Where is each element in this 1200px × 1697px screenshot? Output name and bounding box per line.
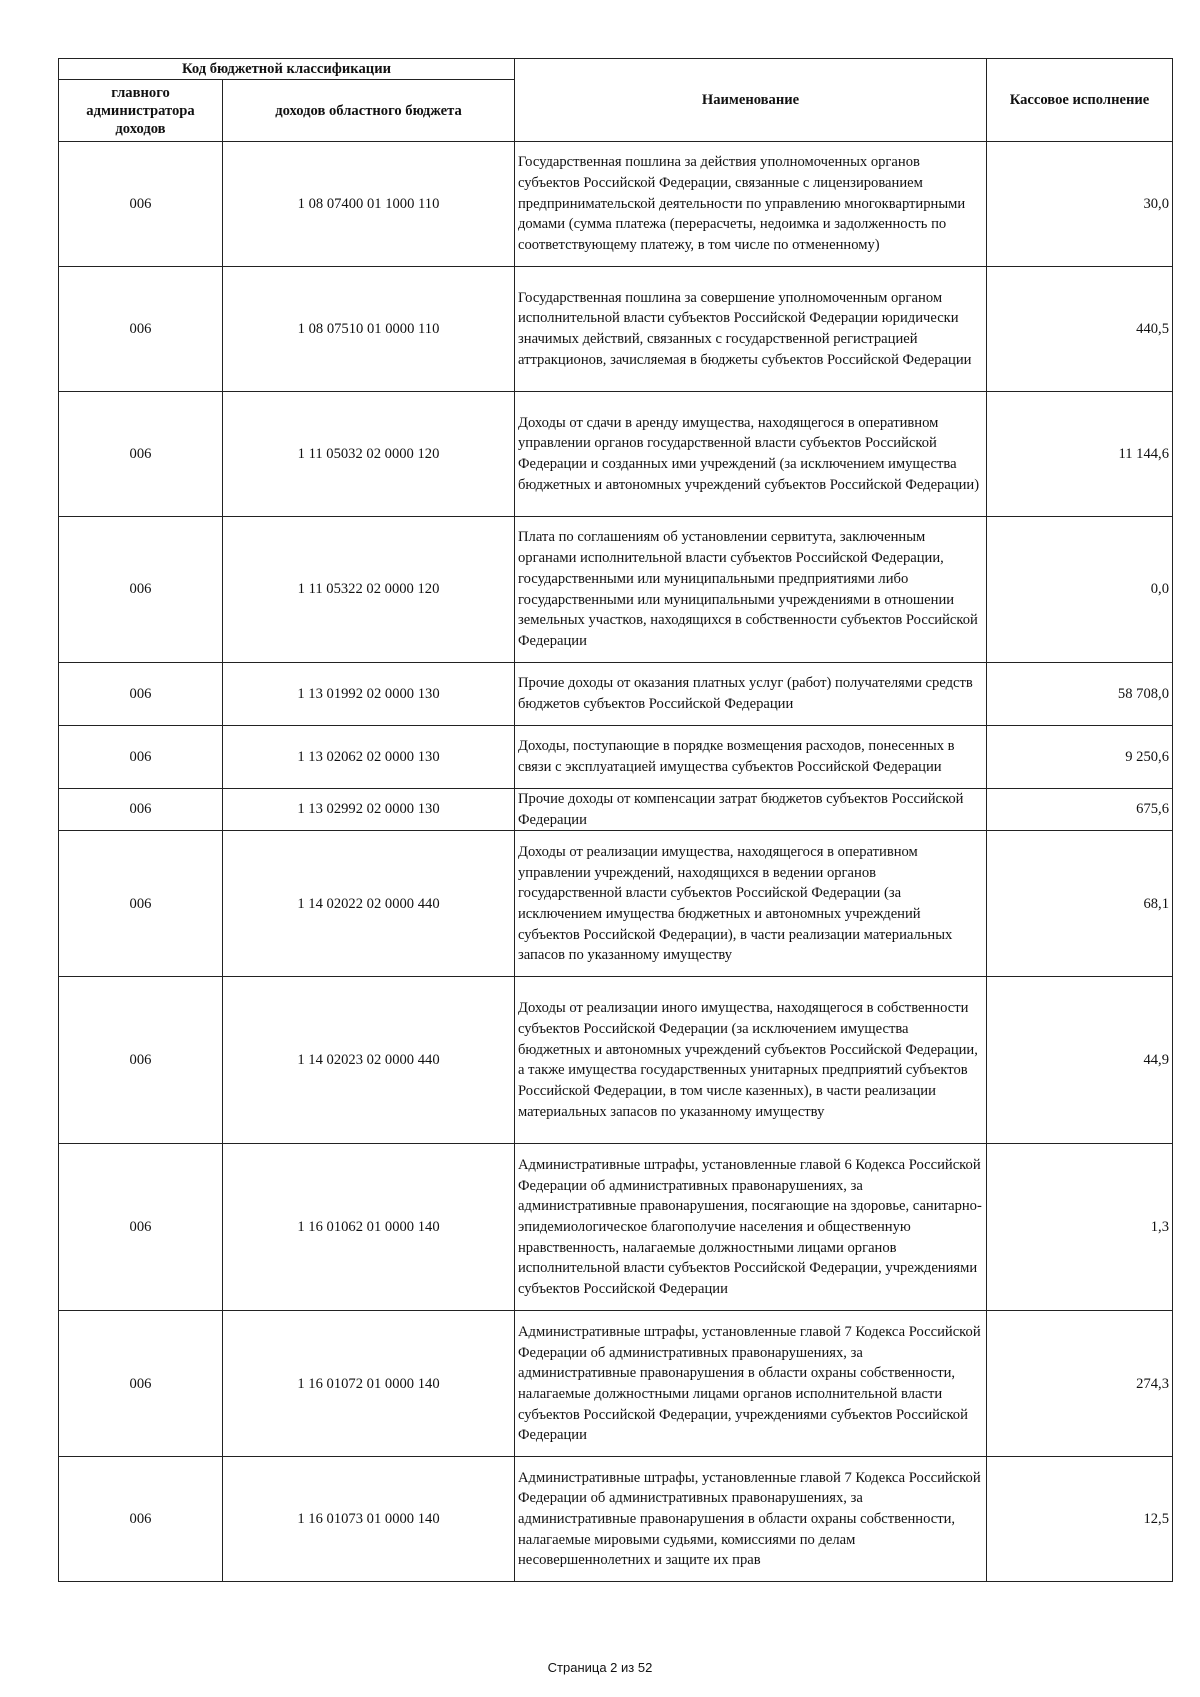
table-row	[59, 789, 1173, 831]
budget-code-cell: 1 08 07400 01 1000 110	[223, 142, 515, 267]
table-row	[59, 517, 1173, 663]
admin-code-cell: 006	[59, 392, 223, 517]
income-name-cell: Доходы от сдачи в аренду имущества, находящегося в оперативном управлении органов государственной власти субъектов Российской Федерации и созданных ими учреждений (за исключением имущества бюджетных и автономных учреждений субъектов Российской Федерации)	[515, 392, 987, 517]
admin-code-cell: 006	[59, 517, 223, 663]
cash-execution-cell: 68,1	[987, 831, 1173, 977]
income-name-cell: Доходы от реализации имущества, находящегося в оперативном управлении учреждений, находящихся в ведении органов государственной власти субъектов Российской Федерации (за исключением имущества бюджетных и автономных учреждений субъектов Российской Федерации), в части реализации материальных запасов по указанному имуществу	[515, 831, 987, 977]
page-footer	[0, 1660, 1200, 1675]
cash-execution-cell: 274,3	[987, 1311, 1173, 1457]
cash-execution-cell: 1,3	[987, 1144, 1173, 1311]
budget-code-cell: 1 16 01072 01 0000 140	[223, 1311, 515, 1457]
cash-execution-cell: 12,5	[987, 1457, 1173, 1582]
budget-code-cell: 1 08 07510 01 0000 110	[223, 267, 515, 392]
cash-execution-cell: 11 144,6	[987, 392, 1173, 517]
cash-execution-cell: 675,6	[987, 789, 1173, 831]
table-body	[59, 142, 1173, 1582]
admin-code-cell: 006	[59, 1457, 223, 1582]
income-name-cell: Прочие доходы от оказания платных услуг (работ) получателями средств бюджетов субъектов Российской Федерации	[515, 663, 987, 726]
admin-code-cell: 006	[59, 267, 223, 392]
admin-code-cell: 006	[59, 726, 223, 789]
admin-code-cell: 006	[59, 977, 223, 1144]
page-number: Страница 2 из 52	[547, 1660, 653, 1675]
budget-code-cell: 1 13 01992 02 0000 130	[223, 663, 515, 726]
income-name-cell: Доходы, поступающие в порядке возмещения расходов, понесенных в связи с эксплуатацией имущества субъектов Российской Федерации	[515, 726, 987, 789]
header-budget-classification: Код бюджетной классификации	[59, 59, 515, 80]
admin-code-cell: 006	[59, 1311, 223, 1457]
cash-execution-cell: 0,0	[987, 517, 1173, 663]
income-name-cell: Доходы от реализации иного имущества, находящегося в собственности субъектов Российской Федерации (за исключением имущества бюджетных и автономных учреждений субъектов Российской Федерации, а также имущества государственных унитарных предприятий субъектов Российской Федерации, в том числе казенных), в части реализации материальных запасов по указанному имуществу	[515, 977, 987, 1144]
cash-execution-cell: 44,9	[987, 977, 1173, 1144]
income-name-cell: Государственная пошлина за действия уполномоченных органов субъектов Российской Федерации, связанные с лицензированием предпринимательской деятельности по управлению многоквартирными домами (сумма платежа (перерасчеты, недоимка и задолженность по соответствующему платежу, в том числе по отмененному)	[515, 142, 987, 267]
cash-execution-cell: 30,0	[987, 142, 1173, 267]
income-name-cell: Прочие доходы от компенсации затрат бюджетов субъектов Российской Федерации	[515, 789, 987, 831]
admin-code-cell: 006	[59, 831, 223, 977]
table-row	[59, 1311, 1173, 1457]
budget-code-cell: 1 16 01073 01 0000 140	[223, 1457, 515, 1582]
cash-execution-cell: 440,5	[987, 267, 1173, 392]
budget-code-cell: 1 14 02023 02 0000 440	[223, 977, 515, 1144]
budget-code-cell: 1 11 05032 02 0000 120	[223, 392, 515, 517]
header-name: Наименование	[515, 59, 987, 142]
income-name-cell: Административные штрафы, установленные главой 7 Кодекса Российской Федерации об административных правонарушениях, за административные правонарушения в области охраны собственности, налагаемые должностными лицами органов исполнительной власти субъектов Российской Федерации, учреждениями субъектов Российской Федерации	[515, 1311, 987, 1457]
admin-code-cell: 006	[59, 789, 223, 831]
budget-table	[58, 58, 1173, 1582]
header-chief-administrator: главного администратора доходов	[59, 80, 223, 142]
table-row	[59, 831, 1173, 977]
budget-code-cell: 1 13 02992 02 0000 130	[223, 789, 515, 831]
income-name-cell: Административные штрафы, установленные главой 7 Кодекса Российской Федерации об административных правонарушениях, за административные правонарушения в области охраны собственности, налагаемые мировыми судьями, комиссиями по делам несовершеннолетних и защите их прав	[515, 1457, 987, 1582]
admin-code-cell: 006	[59, 142, 223, 267]
table-row	[59, 663, 1173, 726]
income-name-cell: Плата по соглашениям об установлении сервитута, заключенным органами исполнительной власти субъектов Российской Федерации, государственными или муниципальными предприятиями либо государственными или муниципальными учреждениями в отношении земельных участков, находящихся в собственности субъектов Российской Федерации	[515, 517, 987, 663]
table-row	[59, 726, 1173, 789]
admin-code-cell: 006	[59, 1144, 223, 1311]
header-regional-budget-income: доходов областного бюджета	[223, 80, 515, 142]
income-name-cell: Государственная пошлина за совершение уполномоченным органом исполнительной власти субъектов Российской Федерации юридически значимых действий, связанных с государственной регистрацией аттракционов, зачисляемая в бюджеты субъектов Российской Федерации	[515, 267, 987, 392]
budget-code-cell: 1 11 05322 02 0000 120	[223, 517, 515, 663]
header-cash-execution: Кассовое исполнение	[987, 59, 1173, 142]
table-row	[59, 392, 1173, 517]
table-row	[59, 977, 1173, 1144]
cash-execution-cell: 58 708,0	[987, 663, 1173, 726]
table-row	[59, 1457, 1173, 1582]
budget-code-cell: 1 14 02022 02 0000 440	[223, 831, 515, 977]
table-row	[59, 267, 1173, 392]
budget-document	[58, 58, 1172, 1582]
budget-code-cell: 1 13 02062 02 0000 130	[223, 726, 515, 789]
table-row	[59, 142, 1173, 267]
table-header	[59, 59, 1173, 142]
admin-code-cell: 006	[59, 663, 223, 726]
table-row	[59, 1144, 1173, 1311]
cash-execution-cell: 9 250,6	[987, 726, 1173, 789]
income-name-cell: Административные штрафы, установленные главой 6 Кодекса Российской Федерации об административных правонарушениях, за административные правонарушения, посягающие на здоровье, санитарно-эпидемиологическое благополучие населения и общественную нравственность, налагаемые должностными лицами органов исполнительной власти субъектов Российской Федерации, учреждениями субъектов Российской Федерации	[515, 1144, 987, 1311]
budget-code-cell: 1 16 01062 01 0000 140	[223, 1144, 515, 1311]
